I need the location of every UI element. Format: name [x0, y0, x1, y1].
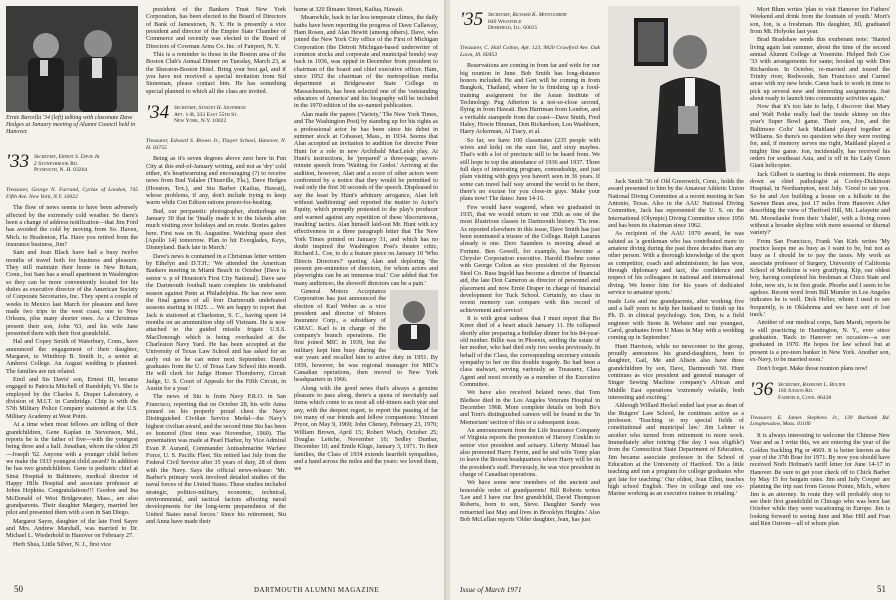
paragraph: General Motors Acceptance Corporation has just announced the election of Karl Weber as a vice president and director of Motors Insurance Corp., a subsidiary of GMAC. Karl is in charge of the company's branch operations. He first joined MIC in 1939, but the military kept him busy during the war years and recalled him to active duty in 1951. By 1959, however, he was regional manager for MIC's Canadian operations, then moved to New York headquarters in 1966. — [294, 288, 438, 384]
address-line: New York, N.Y. 10022 — [174, 118, 227, 125]
treasurer: Treasurer, Edward S. Brown Jr., Thayer School, Hanover, N. H. 03755 — [146, 138, 286, 151]
paragraph: Being as it's seven degrees above zero here in Fun City at this end-of-January writing, and not as 'dry' cold either, it's heartwarming and encouraging (?) to receive news from Bud Yalalee (Titusville, Fla.), Dave Hedges (Houston, Tex.), and Stu Barber (Kailua, Hawaii), whose problems, if any, don't include trying to keep warm while Con Edison rations power-for-heating. — [146, 155, 286, 207]
paragraph: Brad Bradshaw sends this exuberant note: 'Started living again last summer, about the time of the second annual Alumni College at Yosemite. Helped Bob Coe '33 with arrangements for same; hooked up with Don Richardson. In October, re-married and toured the Trinity river, Redwoods, San Francisco and Carmel areas with my new bride. Came back to work in time to pick up several new and interesting assignments. Just about ready to launch into community activities again.' — [750, 36, 890, 103]
paragraph: Don't forget. Make those reunion plans now! — [757, 364, 868, 372]
paragraph: The flow of news seems to have been adversely affected by the extremely cold weather. So there's been a change of address notification—that Jim Ford has avoided the cold by moving from So. Haven, Mich. to Bradenton, Fla. Have you retired from the insurance business, Jim? — [6, 204, 138, 248]
class-35-header — [460, 8, 600, 42]
paragraph: It is with great sadness that I must report that Bo Kreer died of a heart attack January 11. He collapsed shortly after preparing a birthday dinner for his 84-year-old mother. Billie was in Phoenix, settling the estate of her mother, who had died only two weeks previously. In behalf of the Class, the corresponding secretary extends sympathy to her on this double tragedy. Bo had been a class stalwart, serving variously as Treasurer, Class Agent and most recently as a member of the Executive Committee. — [460, 314, 600, 388]
secretary: Secretary, Raymond L. Bulter — [778, 381, 846, 388]
right-column-2 — [608, 178, 744, 574]
paragraph: An announcement from the Life Insurance Company of Virginia reports the promotion of Harvey Conklin to senior vice president and actuary. Liberty Mutual has also promoted Harry Ferrin, and he and wife Tomy plan to leave the Boston headquarters where Harry will be on the president's staff. Previously, he was vice president in charge of Canadian operations. — [460, 427, 600, 479]
magazine-title: DARTMOUTH ALUMNI MAGAZINE — [254, 586, 380, 594]
treasurer: Treasurer, C. Hall Colton, Apt. 123, 9820 Crawford Ave. Oak Lawn, Ill. 60453 — [460, 45, 600, 58]
class-33-header — [6, 150, 138, 184]
right-page — [450, 0, 896, 600]
address-line: Plymouth, N. H. 03264 — [34, 167, 88, 174]
paragraph: Bud, our peripatetic photographer, shutterbugs on January 30 that he 'finally made it to the Islands after much visiting over holidays and en route. Stories galore here. First was on St. Augustine. Watching space shot [Apollo 14] tomorrow. Plan to hit Everglades, Keys, Disneyland. Back late in March.' — [146, 207, 286, 252]
issue-line: Issue of March 1971 — [460, 585, 522, 594]
paragraph: Herb Shea, Little Silver, N. J., first vice — [13, 540, 112, 548]
paragraph: Emil and Sis Davis' son, Ernest III, became engaged to Patricia Mitchell of Randolph, Vt. She is employed by the Charles S. Draper Laboratory, a division of M.I.T. in Cambridge. Chip is with the 57th Military Police Company stationed at the U.S. Military Academy at West Point. — [6, 376, 138, 420]
paragraph: This is a reminder to those in the Boston area of the Boston Club's Annual Dinner on Tuesday, March 23, at the Sheraton-Boston Hotel. Bring your best gal, and if you have not received a special invitation from Sid Stoneman, please contact him. He has something special planned to which all the class are invited. — [146, 51, 286, 95]
paragraph: Now that it's too late to help, I discover that Mary and Walt Petke really had the inside skinny on this year's Super Bowl game. Their son, Jon, and the Baltimore Colts' Jack Maitland played together at Williams. So there's no question who they were rooting for, and, if memory serves me right, Maitland played a mighty fine game. Jon, incidentally, has received his orders for southeast Asia, and is off in his Lady Green Giant helicopter. — [750, 103, 890, 170]
class-year: '35 — [460, 9, 484, 30]
class-36-header — [750, 378, 890, 412]
paragraph: Few would have wagered, when we graduated in 1935, that we would return to our 35th as one of the most illustrious classes in Dartmouth history. 'Tis true. As reported elsewhere in this issue, Dave Smith has just been nominated a trustee of the College. Ralph Lazarus already is one. Dero Saunders is moving ahead at Fortune. Ben Gowell, for example, has become a Chrysler Corporation executive. Harold Hoehne come with George Colton as vice president of the Ryerson Steel Co. Russ Ingold has become a director of financial aid, the late Don Cameron as director of personnel and placement and now Ernie Draper in charge of financial development for Tuck School. Certainly, no class in recent memory can compare with this record of achievement and service! — [460, 203, 600, 314]
paragraph: president of the Bankers Trust New York Corporation, has been elected to the Board of Directors of Bank of Jamestown, N. Y. He is presently a vice president and director of the Empire State Chamber of Commerce and recently was elected to the Board of Directors of Cowman Arms Co. Inc. of Fairport, N. Y. — [146, 6, 286, 50]
paragraph: Another of our medical corps, Sam Marsh, reports he is still practicing in Huntington, N. Y., ever since graduation. 'Back to Hanover on occasion—a son graduated in 1970. He hopes for law school but at present is a pre-teen banker in New York. Another son, ex-Navy, to be married soon.' — [750, 319, 890, 364]
class-year: '36 — [750, 378, 774, 400]
photo-jack-smith — [608, 6, 740, 172]
class-34-header — [146, 101, 286, 135]
left-column-2 — [146, 6, 286, 574]
paragraph: From San Francisco, Frank Van Kirk writes 'My practice keeps me as busy as I want to be, but not as busy as I should be to pay the taxes. My work as associate professor of Surgery, University of California School of Medicine is very gratifying. Kip, our oldest boy, having completed his freshman at Chico State and John, now six, is in first grade. Phoebe and I seem to be ageless. Recent word from Bill Mumler in Los Angeles indicates he is well. Dick Heller, whom I used to see frequently, is in Oklahoma and we have sort of lost track.' — [750, 237, 890, 319]
paragraph: We have some new members of the ancient and honorable order of grandparents! Bill Roberts writes 'Lee and I have our first grandchild, David Thompson Roberts, born to son, Steve. Daughter Sandy was remarried last May and lives in Brooklyn Heights.' Also Bob McLellan reports 'Older daughter, Jean, has just — [460, 479, 600, 524]
secretary: Secretary, Ernest S. Davis Jr. — [34, 154, 101, 160]
left-column-1 — [6, 148, 138, 568]
paragraph: So far, we have 100 classmates (235 people with wives and kids) on the sure list, and sixty maybes. That's with a lot of precincts still to be heard from. We still hope to top the attendance of 1936 and 1937. Three full days of interesting program, comradeship, and just plain visiting with guys you haven't seen in 36 years. If some can travel half way around the world to be there, there's no excuse for you close-in guys. Make your plans now! The dates: June 14-16. — [460, 136, 600, 203]
right-column-1 — [460, 6, 600, 574]
treasurer: Treasurer, George N. Farrand, Cyclax of London, 745 Fifth Ave. New York, N.Y. 10022 — [6, 187, 138, 200]
paragraph: Sam and Jean Black have had a busy twelve months of travel both for business and pleasure. They still maintain their home in New Britain, Conn., but Sam has a small apartment in Washington so they can be more conveniently located for his duties as executive director of the American Society of Corporate Secretaries, Inc. They spent a couple of weeks in Mexico last March for pleasure and have made two trips to the west coast, one to New Orleans, plus many shorter ones. As a Christmas present their son, John '63, and his wife Jane presented them with their first grandchild. — [6, 249, 138, 338]
paragraph: Reservations are coming in from far and wide for our big reunion in June. Bob Smith has long-distance honors included. He and Gert will be coming in from Bangkok, Thailand, where he is finishing up a food-training assignment for the Asian Institute of Technology. Pug Atherton is a not-so-close second, flying in from Hawaii. Ben Harriman from London, and a veritable stampede from the coast—Dave Smith, Fred Haley, Howie Hinman, Don Richardson, Lou Washburn, Harry Ackerman, Al Tracy, et al. — [460, 62, 600, 136]
left-page — [0, 0, 446, 600]
left-footer — [14, 584, 434, 594]
paragraph: Hal and Copey Smith of Waterbury, Conn., have announced the engagement of their daughter, Margaret, to Winthrop B. Smith Jr., a senior at Amherst College. An August wedding is planned. The families are not related. — [6, 338, 138, 375]
paragraph: The news of Stu is from Navy P.R.O. in San Francisco, reporting that on October 28, his wife Anna pinned on his properly proud chest the Navy Distinguished Civilian Service Medal—the Navy's highest civilian award, and the second time Stu has been so honored (first time was November, 1960). The presentation was made at Pearl Harbor, by Vice Admiral Evan P. Aurand, Commander Antisubmarine Warfare Force, U. S. Pacific Fleet. Stu retired last July from the Federal Civil Service after 35 years of duty, 28 of them with the Navy. Says the official news-release: 'Mr. Barber's primary work involved detailed studies of the naval forces of the United States. These studies included strategic, politico-military, economic, technical, environmental, and tactical factors affecting naval developments for the long-term preparedness of the United States naval forces.' Since his retirement, Stu and Anna have made their — [146, 393, 286, 526]
page-number: 51 — [877, 584, 886, 594]
paragraph: Alan made the papers ('Variety,' The New York Times, and The Washington Post) by standing up for his rights as a professional actor he has been since his debut in summer stock at Cohasset, Mass., in 1934. Seems that Alan accepted an invitation to audition for director Peter Hunt for a role in new Archibald MacLeish play. At Hunt's instructions, he 'prepared' a three-page, seven-minute speech from 'Waiting for Godot.' Arriving at the audition, however, Alan and a score of other actors were confronted by a notice that they would be permitted to read only the first 30 seconds of the speech. Displeased to say the least by Hunt's arbitrary arrogance, Alan left without 'auditioning' and reported the matter to Actor's Equity, which promptly protested to the play's producer and warned against any repetition of these 'discourteous, insulting' tactics. Alan himself laid-out Mr. Hunt with icy effectiveness in a three paragraph letter that The New York Times printed on January 31, and which has no doubt inspired the Washington Post's theatre critic, Richard L. Coe, to do a feature piece on January 10 'Who Directs Directors?' quoting Alan and deploring 'the present pre-eminence of directors, for whom actors and playwrights can be an immense trial.' Coe added that 'for many audiences, the showoff directors can be a pain.' — [294, 110, 438, 287]
class-year: '34 — [146, 102, 170, 124]
address-line: 160 Judson Rd. — [778, 388, 814, 395]
paragraph: We have also received belated news that Tom Bledsoe died in the Los Angeles Veterans Hospital in December 1968. More complete details on both Bo's and Tom's distinguished careers will be found in the 'In Memoriam' section of this or a subsequent issue. — [460, 389, 600, 426]
paragraph: home at 320 Ilimano Street, Kailua, Hawaii. — [294, 6, 404, 13]
paragraph: Margaret Sayre, daughter of the late Ford Sayre and Mrs. Andrew Marshall, was married to Dr. Michael L. Wiederhold in Hanover on February 27. — [6, 517, 138, 540]
paragraph: Along with the good news that's always a genuine pleasure to pass along, there's a quota of inevitably sad items which come to us most all old-timers each year and any, with the deepest regret, to report the passing of far too many of our friends and fellow companions: Vincent Pryor, on May 9, 1969; John Cheney, February 23, 1970; William Brown, April 15; Robert Wisch, October 25; Douglas Leitche, November 16; Sedley Dunbar, December 10; and Emile Kluge, January 3, 1971. To their families, the Class of 1934 extends heartfelt sympathies, and a hand across the miles and the years: we loved them, we — [294, 384, 438, 473]
paragraph: Hunt Harrison, while no newcomer to the group, proudly announces his grand-daughters, born to daughter, Gail, Me and Alison also have three grandchildren by son, Dave, Dartmouth '60. Hunt continues as vice president and general manager of Singer Sewing Machine company's African and Middle East operations 'extremely volatile, both interesting and exciting.' — [608, 342, 744, 401]
address-line: 2 Stoneybrook Rd. — [34, 160, 79, 167]
paragraph: At a time when most fellows are telling of their grandchildren, Gene Kaplan in Stevenson, Md., reports he is the father of five—with the youngest being three and a half. Jonathan, whom the oldest 29—Joseph '62. Anyone with a younger child before we make the 1933 youngest child award? In addition he has two grandchildren. Gene is pediatric chief at Sinai Hospital in Baltimore, medical director of Happy Hills Hospital and associate professor at Johns Hopkins. Congratulations!!! Gordon and Ina McDonald of West Bridgewater, Mass., are also grandparents. Their daughter Margery, married her pilot and presented them with a son in San Diego. — [6, 421, 138, 517]
paragraph: Dave's news is contained in a Christmas letter written by Ethelyn and D.T.H.: 'We attended the American Bankers meeting in Miami Beach in October [Dave is senior v. p of Houston's First City National]. Dave saw the Dartmouth football team complete its undefeated season against Penn at Philadelphia. He has now seen the final games of all four Dartmouth undefeated seasons starting in 1925. ... We are happy to report that Jack is stationed at Charleston, S. C., having spent 14 months on an ammunition ship off Vietnam. He is now attached to the guided missile frigate U.S.S. MacDonough which is being overhauled at the Charleston Navy Yard. He has been accepted at the University of Texas Law School and has asked for an early out so he can enter next September. David graduates from the U. of Texas Law School this month. He will clerk for Judge Homer Thornberry, Circuit Judge, U. S. Court of Appeals for the Fifth Circuit, in Austin for a year.' — [146, 252, 286, 392]
address-line: 840 Westfield — [488, 18, 522, 25]
paragraph: Although Willard Heckel ended last year as dean of the Rutgers' Law School, he continues active as a professor. 'Teaching in my special fields of constitutional and municipal law.' Jim Lehner is another who turned from retirement to more work. Immediately after retiring ('the day I was eligible') from the Connecticut State Department of Education, Jim became associate professor in the School of Education at the University of Hartford. 'Do a little teaching and run a program for college graduates who got late for teaching.' Our oldest, Jean Ellen, teaches high school English. Two in college and one ex-Marine working as an executive trainee in retailing.' — [608, 402, 744, 498]
class-year: '33 — [6, 151, 30, 172]
photo-barcella-hedges — [6, 6, 138, 112]
right-column-3 — [750, 6, 890, 574]
paragraph: Jack Gilbert is starting to think retirement. He steps down as chief pathologist at Cooley-Dickinson Hospital, in Northampton, next July. 'Good to see you. So he and Are building a house on a hillside in the Sawnee Bean area, just 17 miles from Hanover. After describing the view of Thetford Hill, Mt. Lafayette and Mt. Moosilauke from their 'chalet', with a living room without a broader skyline with more seasonal or diurnal variety?' — [750, 170, 890, 237]
page-number: 50 — [14, 584, 23, 594]
paragraph: It is always interesting to welcome the Chinese New Year and as I write this, we are entering the year of the Golden Suckling Pig or 4669. It is better known as the year of the 37th Boar for 1971. By now you should have received Norb Hofman's tariff letter for June 14-17 in Hanover. Be sure to get your check off to Chick Barber by May 15 for bargain rates. Jim and Judy Cooper are planning the trip east from Grosse Pointe, Mich., where Jim is an attorney. In route they will probably stop to see their first grandchild in Chicago who was born last October while they were vacationing in Europe. Jim is looking forward to seeing June and Mac Hill and Fran and Ren Ostrom—all of whom plan — [750, 432, 890, 528]
photo-caption: Ernie Barcella '34 (left) talking with classmate Dave Hedges at January meeting of Alumni Council held in Hanover. — [6, 115, 136, 135]
paragraph: Meanwhile, back in far less temperate climes, the daily baths have been reporting the progress of Dave Callaway, Ham Rosen, and Alan Hewitt (among others). Dave, who joined the New York City office of the First of Michigan Corporation (the Detroit Michigan-based underwriter of common stocks and corporate and municipal bonds) way back in 1936, was upped in December from president to chairman of the board and chief executive officer. Ham, since 1952 the chairman of the metropolitan media department at Bridgewater State College in Massachusetts, has been selected one of the 'outstanding educators of America' and his biography will be included in the 1970 edition of the so-named publication. — [294, 14, 438, 110]
paragraph: made Lois and me grandparents, after working five and a half years to help her husband to finish up his Ph. D. in clinical psychology. Son, Don, is a field engineer with Stone & Webster and our youngest, Carol, graduates from U Mass in May with a wedding coming up in September.' — [608, 297, 744, 342]
left-column-3 — [294, 6, 438, 574]
paragraph: As recipient of the AAU 1970 award, he was saluted as 'a gentleman who has contributed more to amateur diving during the past three decades than any other person. With a thorough knowledge of the sport as competitor, coach and administrator, he has won, through diplomacy and tact, the confidence and respect of his colleagues in national and international diving. We honor him for his years of dedicated service to amateur sports.' — [608, 230, 744, 297]
secretary: Secretary, Stanley H. Silverman — [174, 105, 246, 112]
photo-karl-weber — [390, 290, 438, 350]
address-line: Fairfield, Conn. 06430 — [778, 395, 832, 402]
paragraph: Mort Blum writes 'plan to visit Hanover for Fathers' Weekend and drink from the fountain of youth.' Mort's son, Jon, is a freshman. His daughter, Jill, graduated from Mt. Holyoke last year. — [750, 6, 890, 36]
treasurer: Treasurer, E. James Stephens Jr., 139 Burbank Rd. Longmeadow, Mass. 01106 — [750, 414, 890, 428]
address-line: Deerfield, Ill. 60015 — [488, 25, 538, 32]
secretary: Secretary, Richard K. Montgomery — [488, 12, 568, 18]
right-footer — [460, 585, 886, 594]
paragraph: Jack Smith '36 of Old Greenwich, Conn., holds the award presented to him by the Amateur Athletic Union National Diving Committee at a recent meeting in San Antonio, Texas. Also in the AAU National Diving Committee, Jack has represented the U. S. on the International (Olympic) Diving Committee since 1956 and has been its chairman since 1962. — [608, 178, 744, 230]
address-line: Apt. 1-B, 333 East 55th St. — [174, 111, 239, 118]
